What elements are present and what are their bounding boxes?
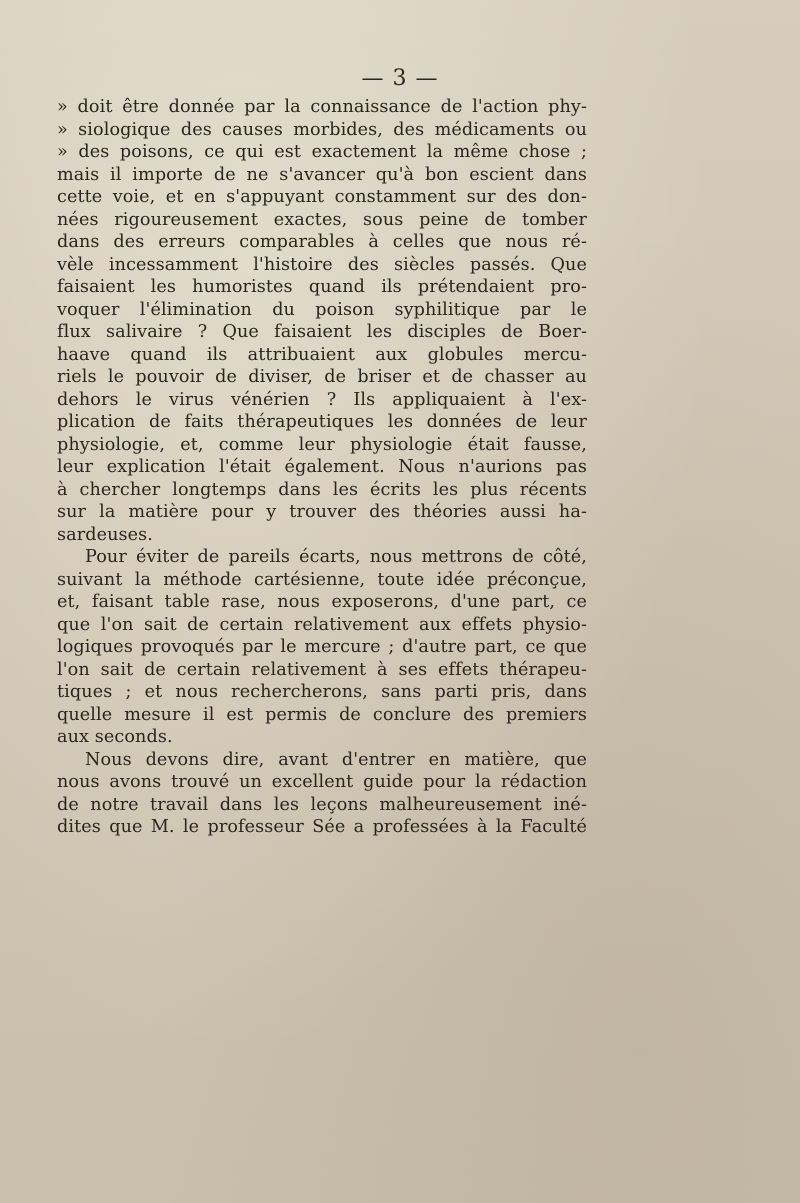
text-line: vèle incessamment l'histoire des siècles passés. Que bbox=[57, 254, 587, 275]
paragraph-2 bbox=[57, 546, 587, 749]
page-number: — 3 — bbox=[361, 66, 439, 91]
body-text bbox=[57, 96, 587, 839]
text-line: » doit être donnée par la connaissance de l'action phy- bbox=[57, 97, 587, 117]
text-line: haave quand ils attribuaient aux globules mercu- bbox=[57, 344, 587, 365]
text-line: flux salivaire ? Que faisaient les disciples de Boer- bbox=[57, 322, 587, 342]
text-line: dehors le virus vénérien ? Ils appliquaient à l'ex- bbox=[57, 389, 587, 410]
text-line: nous avons trouvé un excellent guide pour la rédaction bbox=[57, 772, 587, 792]
text-line: leur explication l'était également. Nous n'aurions pas bbox=[57, 457, 587, 477]
paragraph-3 bbox=[57, 749, 587, 839]
text-line: aux seconds. bbox=[57, 727, 173, 747]
text-line: plication de faits thérapeutiques les données de leur bbox=[57, 412, 587, 432]
text-line: Nous devons dire, avant d'entrer en matière, que bbox=[85, 749, 587, 770]
text-line: » des poisons, ce qui est exactement la même chose ; bbox=[57, 142, 587, 162]
text-line: de notre travail dans les leçons malheureusement iné- bbox=[57, 794, 587, 815]
text-line: tiques ; et nous rechercherons, sans parti pris, dans bbox=[57, 682, 587, 702]
text-line: sur la matière pour y trouver des théories aussi ha- bbox=[57, 502, 587, 522]
text-line: faisaient les humoristes quand ils prétendaient pro- bbox=[57, 277, 587, 297]
text-line: dans des erreurs comparables à celles que nous ré- bbox=[57, 232, 587, 252]
text-line: suivant la méthode cartésienne, toute idée préconçue, bbox=[57, 569, 587, 590]
text-line: mais il importe de ne s'avancer qu'à bon escient dans bbox=[57, 164, 587, 185]
text-line: cette voie, et en s'appuyant constamment sur des don- bbox=[57, 187, 587, 207]
text-line: nées rigoureusement exactes, sous peine de tomber bbox=[57, 209, 587, 230]
text-line: voquer l'élimination du poison syphilitique par le bbox=[57, 299, 587, 320]
text-line: que l'on sait de certain relativement aux effets physio- bbox=[57, 614, 587, 635]
text-line: l'on sait de certain relativement à ses effets thérapeu- bbox=[57, 659, 587, 680]
text-line: quelle mesure il est permis de conclure des premiers bbox=[57, 704, 587, 725]
text-line: » siologique des causes morbides, des médicaments ou bbox=[57, 119, 587, 140]
text-line: et, faisant table rase, nous exposerons, d'une part, ce bbox=[57, 592, 587, 612]
paragraph-1 bbox=[57, 96, 587, 546]
text-line: physiologie, et, comme leur physiologie était fausse, bbox=[57, 434, 587, 455]
text-line: dites que M. le professeur Sée a professées à la Faculté bbox=[57, 817, 587, 837]
text-line: à chercher longtemps dans les écrits les plus récents bbox=[57, 479, 587, 500]
text-line: logiques provoqués par le mercure ; d'autre part, ce que bbox=[57, 637, 587, 657]
text-line: Pour éviter de pareils écarts, nous mettrons de côté, bbox=[85, 547, 587, 567]
text-line: sardeuses. bbox=[57, 524, 153, 545]
text-line: riels le pouvoir de diviser, de briser et de chasser au bbox=[57, 367, 587, 387]
